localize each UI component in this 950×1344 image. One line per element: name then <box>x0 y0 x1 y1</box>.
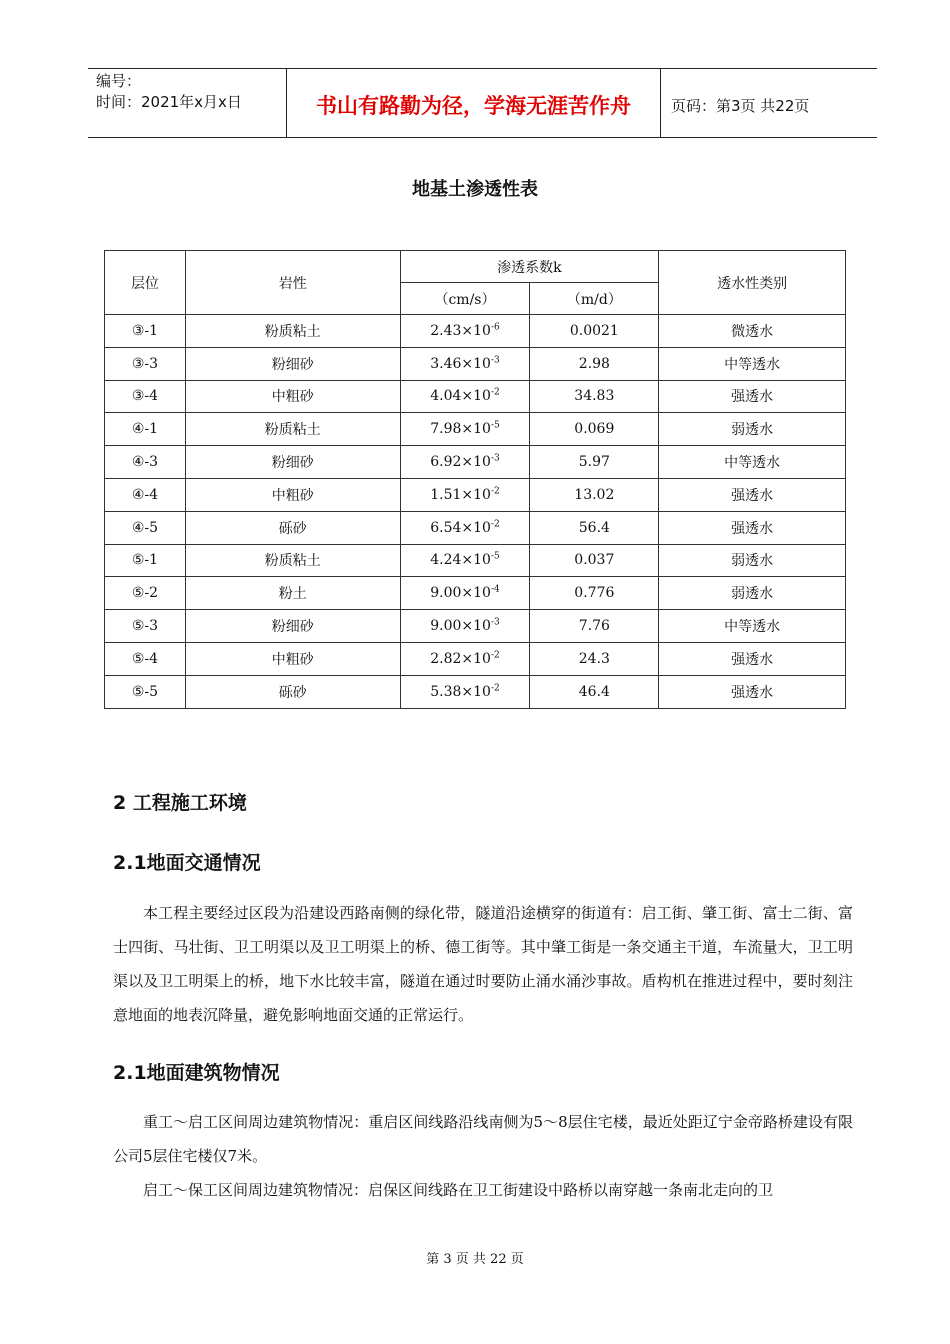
layer-cell: ④-1 <box>105 413 186 446</box>
coef-mantissa: 4.24×10 <box>430 552 491 569</box>
coef-exponent: -2 <box>490 486 500 497</box>
section-heading-2: 2 工程施工环境 <box>113 792 247 814</box>
lithology-cell: 粉质粘土 <box>185 413 400 446</box>
coef-exponent: -6 <box>490 322 500 333</box>
coef-md-cell: 7.76 <box>530 610 659 643</box>
coef-cms-cell <box>400 347 530 380</box>
header-meta <box>88 69 287 137</box>
coef-md-cell: 56.4 <box>530 511 659 544</box>
table-row <box>105 675 846 708</box>
header-unit-cms: （cm/s） <box>400 283 530 315</box>
header-coefficient: 渗透系数k <box>400 251 659 283</box>
layer-cell: ④-3 <box>105 446 186 479</box>
table-row <box>105 610 846 643</box>
header-layer: 层位 <box>105 251 186 315</box>
time-label: 时间：2021年x月x日 <box>96 93 242 111</box>
coef-md-cell: 5.97 <box>530 446 659 479</box>
layer-cell: ④-4 <box>105 478 186 511</box>
layer-cell: ⑤-2 <box>105 577 186 610</box>
coef-md-cell: 24.3 <box>530 642 659 675</box>
coef-mantissa: 9.00×10 <box>430 585 491 602</box>
coef-mantissa: 2.43×10 <box>430 322 491 339</box>
lithology-cell: 粉质粘土 <box>185 315 400 348</box>
lithology-cell: 中粗砂 <box>185 380 400 413</box>
coef-md-cell: 0.037 <box>530 544 659 577</box>
layer-cell: ⑤-1 <box>105 544 186 577</box>
code-label: 编号： <box>96 72 142 90</box>
category-cell: 微透水 <box>659 315 846 348</box>
coef-mantissa: 1.51×10 <box>430 486 491 503</box>
coef-md-cell: 46.4 <box>530 675 659 708</box>
paragraph-traffic: 本工程主要经过区段为沿建设西路南侧的绿化带，隧道沿途横穿的街道有：启工街、肇工街、富士二街、富士四街、马壮街、卫工明渠以及卫工明渠上的桥、德工街等。其中肇工街是一条交通主干道，车流量大，卫工明渠以及卫工明渠上的桥，地下水比较丰富，隧道在通过时要防止涌水涌沙事故。盾构机在推进过程中，要时刻注意地面的地表沉降量，避免影响地面交通的正常运行。 <box>113 904 853 1024</box>
coef-exponent: -5 <box>490 420 500 431</box>
coef-md-cell: 0.069 <box>530 413 659 446</box>
layer-cell: ④-5 <box>105 511 186 544</box>
coef-md-cell: 13.02 <box>530 478 659 511</box>
coef-mantissa: 9.00×10 <box>430 618 491 635</box>
category-cell: 强透水 <box>659 642 846 675</box>
permeability-table <box>104 250 846 709</box>
coef-exponent: -2 <box>490 683 500 693</box>
coef-cms-cell <box>400 511 530 544</box>
lithology-cell: 粉质粘土 <box>185 544 400 577</box>
table-row <box>105 413 846 446</box>
layer-cell: ③-4 <box>105 380 186 413</box>
lithology-cell: 砾砂 <box>185 675 400 708</box>
coef-mantissa: 4.04×10 <box>430 388 491 405</box>
coef-mantissa: 3.46×10 <box>430 355 491 372</box>
table-row <box>105 511 846 544</box>
coef-exponent: -2 <box>490 519 500 530</box>
lithology-cell: 粉细砂 <box>185 347 400 380</box>
table-row <box>105 544 846 577</box>
lithology-cell: 粉土 <box>185 577 400 610</box>
coef-exponent: -3 <box>490 355 500 366</box>
coef-md-cell: 0.0021 <box>530 315 659 348</box>
lithology-cell: 砾砂 <box>185 511 400 544</box>
paragraph-buildings-1: 重工～启工区间周边建筑物情况：重启区间线路沿线南侧为5～8层住宅楼，最近处距辽宁金帝路桥建设有限公司5层住宅楼仅7米。 <box>113 1113 853 1165</box>
lithology-cell: 中粗砂 <box>185 642 400 675</box>
lithology-cell: 粉细砂 <box>185 446 400 479</box>
header-motto: 书山有路勤为径，学海无涯苦作舟 <box>287 69 661 137</box>
table-row <box>105 315 846 348</box>
coef-exponent: -3 <box>490 453 500 464</box>
coef-md-cell: 0.776 <box>530 577 659 610</box>
coef-exponent: -3 <box>490 617 500 628</box>
layer-cell: ③-3 <box>105 347 186 380</box>
coef-cms-cell <box>400 380 530 413</box>
layer-cell: ⑤-5 <box>105 675 186 708</box>
category-cell: 中等透水 <box>659 347 846 380</box>
category-cell: 弱透水 <box>659 577 846 610</box>
paragraph-buildings-2: 启工～保工区间周边建筑物情况：启保区间线路在卫工街建设中路桥以南穿越一条南北走向的卫 <box>143 1181 774 1199</box>
coef-md-cell: 2.98 <box>530 347 659 380</box>
coef-cms-cell <box>400 642 530 675</box>
coef-cms-cell <box>400 544 530 577</box>
category-cell: 强透水 <box>659 675 846 708</box>
table-body <box>105 315 846 709</box>
coef-mantissa: 6.54×10 <box>430 519 491 536</box>
category-cell: 强透水 <box>659 511 846 544</box>
coef-exponent: -2 <box>490 387 500 398</box>
table-row <box>105 642 846 675</box>
table-row <box>105 380 846 413</box>
coef-cms-cell <box>400 675 530 708</box>
header-category: 透水性类别 <box>659 251 846 315</box>
coef-exponent: -5 <box>490 551 500 562</box>
coef-mantissa: 5.38×10 <box>430 683 491 700</box>
category-cell: 强透水 <box>659 478 846 511</box>
coef-cms-cell <box>400 478 530 511</box>
table-row <box>105 577 846 610</box>
table-row <box>105 446 846 479</box>
layer-cell: ⑤-3 <box>105 610 186 643</box>
coef-cms-cell <box>400 446 530 479</box>
category-cell: 强透水 <box>659 380 846 413</box>
header-unit-md: （m/d） <box>530 283 659 315</box>
coef-cms-cell <box>400 413 530 446</box>
page-header <box>88 68 877 138</box>
lithology-cell: 粉细砂 <box>185 610 400 643</box>
lithology-cell: 中粗砂 <box>185 478 400 511</box>
coef-exponent: -2 <box>490 650 500 661</box>
section-heading-2-1-traffic: 2.1地面交通情况 <box>113 852 261 874</box>
coef-exponent: -4 <box>490 584 500 595</box>
category-cell: 中等透水 <box>659 610 846 643</box>
coef-cms-cell <box>400 610 530 643</box>
header-lithology: 岩性 <box>185 251 400 315</box>
coef-mantissa: 2.82×10 <box>430 650 491 667</box>
coef-cms-cell <box>400 315 530 348</box>
coef-mantissa: 7.98×10 <box>430 421 491 438</box>
category-cell: 弱透水 <box>659 544 846 577</box>
header-page-label: 页码：第3页 共22页 <box>671 96 810 115</box>
section-heading-2-1-buildings: 2.1地面建筑物情况 <box>113 1062 280 1084</box>
category-cell: 中等透水 <box>659 446 846 479</box>
category-cell: 弱透水 <box>659 413 846 446</box>
coef-mantissa: 6.92×10 <box>430 454 491 471</box>
coef-cms-cell <box>400 577 530 610</box>
page-footer: 第 3 页 共 22 页 <box>426 1252 524 1267</box>
layer-cell: ⑤-4 <box>105 642 186 675</box>
layer-cell: ③-1 <box>105 315 186 348</box>
coef-md-cell: 34.83 <box>530 380 659 413</box>
table-row <box>105 347 846 380</box>
table-row <box>105 478 846 511</box>
table-title: 地基土渗透性表 <box>412 179 538 200</box>
